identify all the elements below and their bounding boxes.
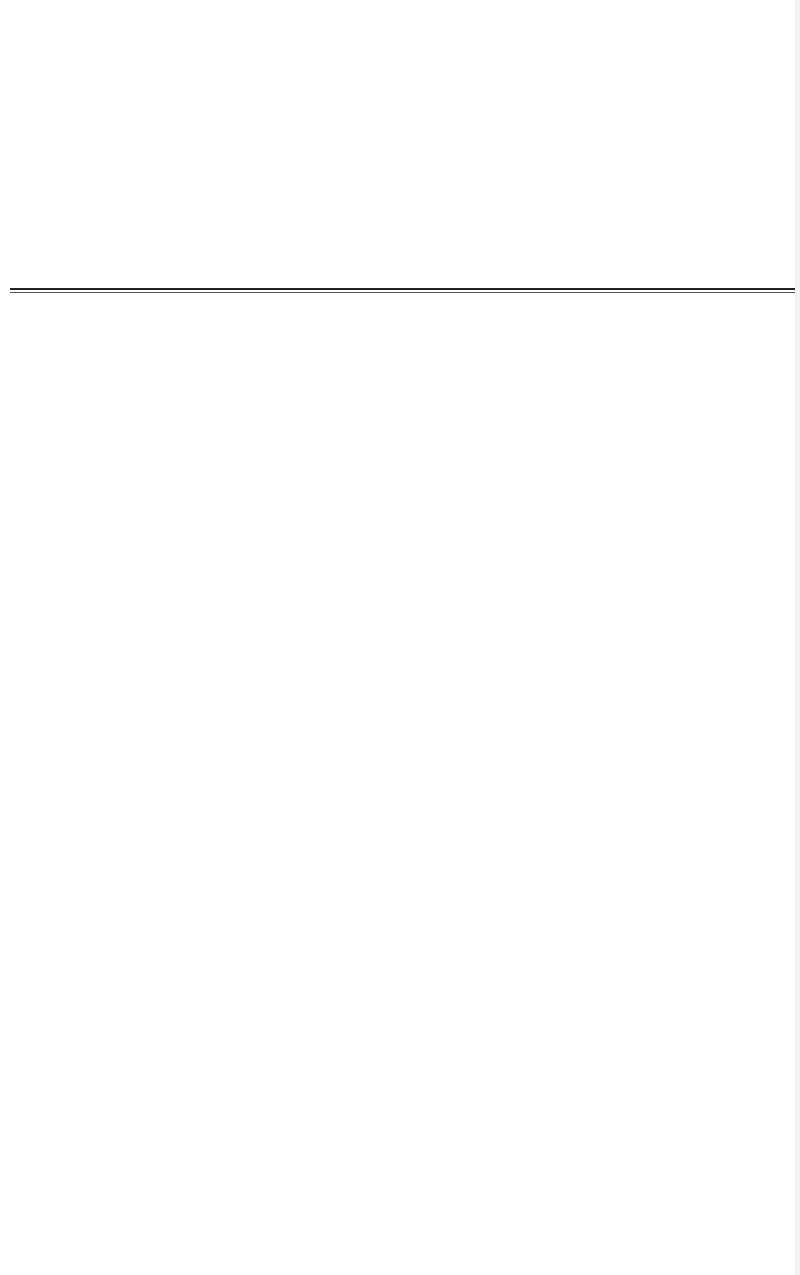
top-rule-thin	[10, 292, 800, 293]
top-rule	[10, 288, 800, 290]
page-edge	[795, 0, 800, 1275]
